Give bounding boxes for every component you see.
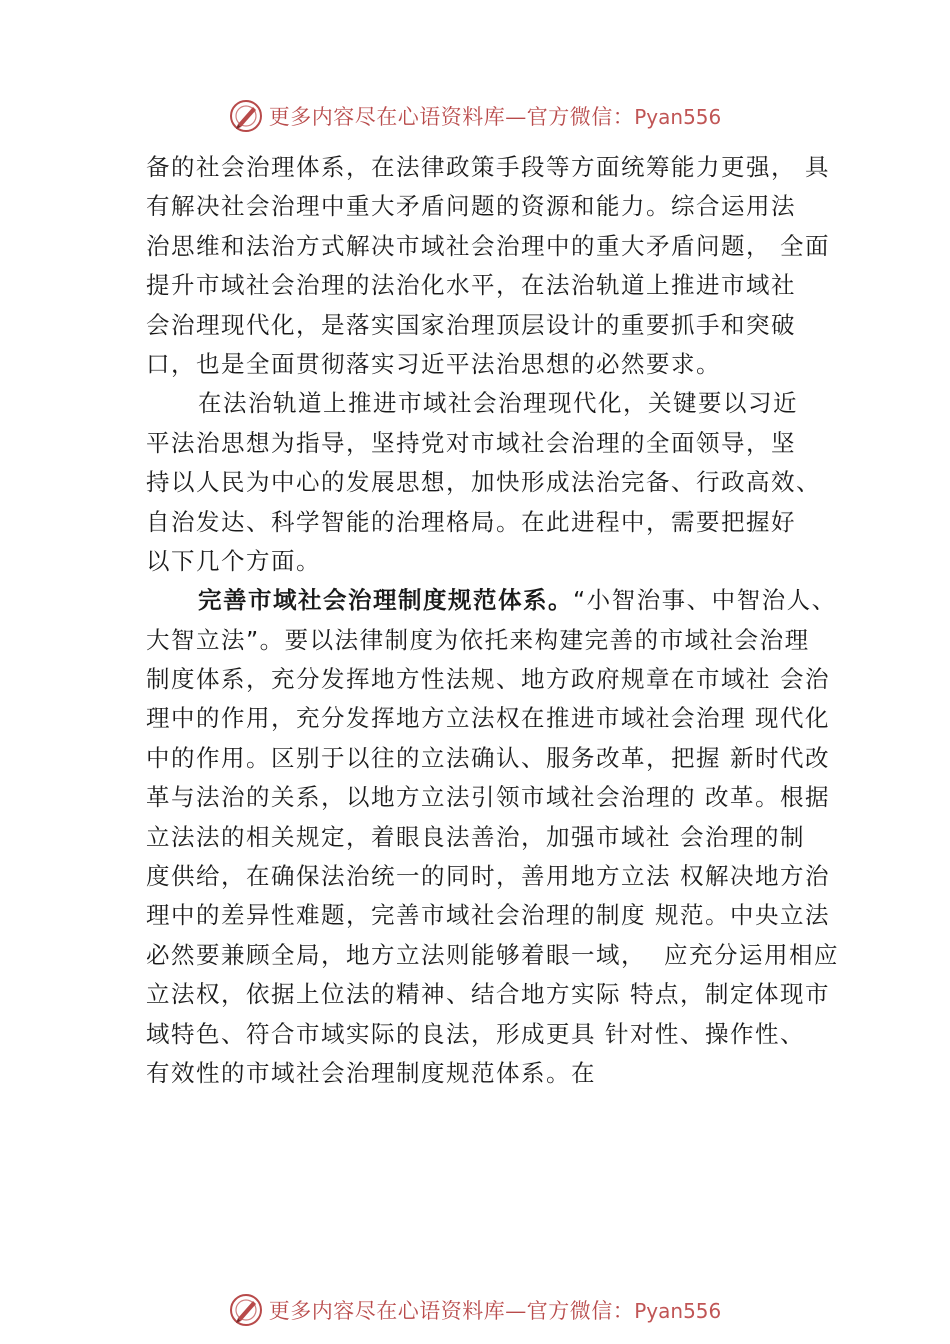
paragraph-1 xyxy=(146,148,846,384)
banner-text xyxy=(269,101,722,131)
paragraph-2 xyxy=(146,384,846,581)
text-line: 必然要兼顾全局，地方立法则能够着眼一域， 应充分运用相应 xyxy=(146,940,839,969)
text-line: 以下几个方面。 xyxy=(146,546,321,575)
text-line: 治思维和法治方式解决市域社会治理中的重大矛盾问题， 全面 xyxy=(146,231,830,260)
text-line: 立法权，依据上位法的精神、结合地方实际 特点，制定体现市 xyxy=(146,980,830,1009)
text-line: 会治理现代化，是落实国家治理顶层设计的重要抓手和突破 xyxy=(146,310,796,339)
text-line: 在法治轨道上推进市域社会治理现代化，关键要以习近 xyxy=(198,389,798,418)
banner-label: 更多内容尽在心语资料库—官方微信： xyxy=(268,1299,635,1323)
document-body xyxy=(146,148,846,1093)
heading-line-rest: “小智治事、中智治人、 xyxy=(573,586,837,615)
text-line: 域特色、符合市域实际的良法，形成更具 针对性、操作性、 xyxy=(146,1019,805,1048)
text-line: 立法法的相关规定，着眼良法善治，加强市域社 会治理的制 xyxy=(146,822,805,851)
text-line: 理中的作用，充分发挥地方立法权在推进市域社会治理 现代化 xyxy=(146,704,830,733)
text-line: 提升市域社会治理的法治化水平，在法治轨道上推进市域社 xyxy=(146,271,796,300)
wechat-handle: Pyan556 xyxy=(634,1299,722,1323)
header-banner xyxy=(0,96,950,136)
pen-logo-icon xyxy=(229,99,263,133)
text-line: 理中的差异性难题，完善市域社会治理的制度 规范。中央立法 xyxy=(146,901,830,930)
text-line: 口，也是全面贯彻落实习近平法治思想的必然要求。 xyxy=(146,349,721,378)
text-line: 自治发达、科学智能的治理格局。在此进程中，需要把握好 xyxy=(146,507,796,536)
text-line: 有解决社会治理中重大矛盾问题的资源和能力。综合运用法 xyxy=(146,192,796,221)
banner-text xyxy=(269,1295,722,1325)
footer-banner xyxy=(0,1290,950,1330)
text-line: 制度体系，充分发挥地方性法规、地方政府规章在市域社 会治 xyxy=(146,665,830,694)
text-line: 备的社会治理体系，在法律政策手段等方面统筹能力更强， 具 xyxy=(146,153,830,181)
section-heading: 完善市域社会治理制度规范体系。 xyxy=(198,586,573,615)
paragraph-3 xyxy=(146,581,846,1093)
text-line: 革与法治的关系，以地方立法引领市域社会治理的 改革。根据 xyxy=(146,783,830,812)
banner-label: 更多内容尽在心语资料库—官方微信： xyxy=(268,105,635,129)
text-line: 有效性的市域社会治理制度规范体系。在 xyxy=(146,1058,596,1087)
text-line: 大智立法”。要以法律制度为依托来构建完善的市域社会治理 xyxy=(146,625,810,654)
pen-logo-icon xyxy=(229,1293,263,1327)
text-line: 平法治思想为指导，坚持党对市域社会治理的全面领导，坚 xyxy=(146,428,796,457)
text-line xyxy=(146,581,846,620)
text-line: 度供给，在确保法治统一的同时，善用地方立法 权解决地方治 xyxy=(146,862,830,891)
text-line: 中的作用。区别于以往的立法确认、服务改革，把握 新时代改 xyxy=(146,743,830,772)
wechat-handle: Pyan556 xyxy=(634,105,722,129)
text-line: 持以人民为中心的发展思想，加快形成法治完备、行政高效、 xyxy=(146,468,821,497)
